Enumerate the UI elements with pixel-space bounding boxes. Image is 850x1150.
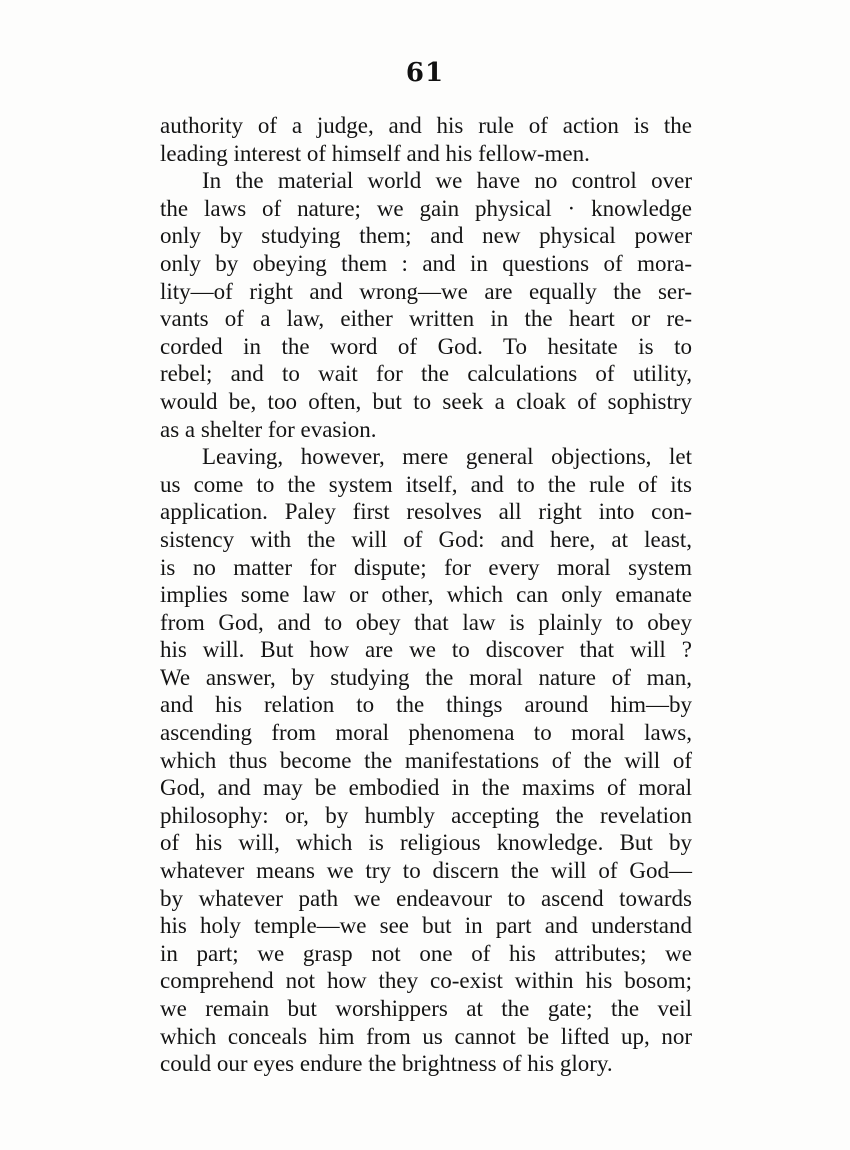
text-line: sistency with the will of God: and here, at least, bbox=[160, 526, 692, 552]
text-line: which thus become the manifestations of the will of bbox=[160, 747, 692, 773]
text-line: rebel; and to wait for the calculations of utility, bbox=[160, 361, 692, 387]
text-line: which conceals him from us cannot be lifted up, nor bbox=[160, 1023, 692, 1049]
text-line: philosophy: or, by humbly accepting the revelation bbox=[160, 802, 692, 828]
text-line: ascending from moral phenomena to moral laws, bbox=[160, 720, 692, 746]
text-line: and his relation to the things around him—by bbox=[160, 692, 692, 718]
text-line: In the material world we have no control over bbox=[202, 168, 692, 194]
text-line: only by obeying them : and in questions of mora- bbox=[160, 250, 692, 276]
text-line: as a shelter for evasion. bbox=[160, 416, 377, 442]
text-line: could our eyes endure the brightness of his glory. bbox=[160, 1051, 613, 1077]
text-line: Leaving, however, mere general objections, let bbox=[202, 444, 692, 470]
text-line: his holy temple—we see but in part and understand bbox=[160, 913, 692, 939]
text-line: us come to the system itself, and to the rule of its bbox=[160, 471, 692, 497]
text-line: in part; we grasp not one of his attributes; we bbox=[160, 940, 692, 966]
text-line: we remain but worshippers at the gate; the veil bbox=[160, 996, 692, 1021]
text-line: application. Paley first resolves all right into con- bbox=[160, 499, 692, 525]
text-line: corded in the word of God. To hesitate is to bbox=[160, 333, 692, 359]
text-line: We answer, by studying the moral nature of man, bbox=[160, 664, 692, 690]
text-line: is no matter for dispute; for every moral system bbox=[160, 554, 692, 580]
page-number: 61 bbox=[405, 58, 445, 88]
text-line: only by studying them; and new physical power bbox=[160, 223, 692, 249]
text-line: comprehend not how they co-exist within his bosom; bbox=[160, 968, 692, 994]
text-line: by whatever path we endeavour to ascend towards bbox=[160, 885, 692, 911]
text-line: God, and may be embodied in the maxims of moral bbox=[160, 775, 692, 801]
text-line: of his will, which is religious knowledge. But by bbox=[160, 830, 692, 856]
text-line: would be, too often, but to seek a cloak of sophistry bbox=[160, 388, 692, 414]
text-line: implies some law or other, which can only emanate bbox=[160, 582, 692, 608]
text-line: lity—of right and wrong—we are equally the ser- bbox=[160, 278, 692, 304]
text-line: from God, and to obey that law is plainly to obey bbox=[160, 609, 692, 635]
text-line: his will. But how are we to discover that will ? bbox=[160, 637, 692, 663]
text-line: leading interest of himself and his fellow-men. bbox=[160, 140, 590, 166]
body-text bbox=[160, 112, 692, 1078]
text-line: the laws of nature; we gain physical · knowledge bbox=[160, 195, 692, 221]
text-line: whatever means we try to discern the will of God— bbox=[160, 858, 692, 884]
text-line: authority of a judge, and his rule of action is the bbox=[160, 113, 692, 138]
text-line: vants of a law, either written in the heart or re- bbox=[160, 306, 692, 332]
